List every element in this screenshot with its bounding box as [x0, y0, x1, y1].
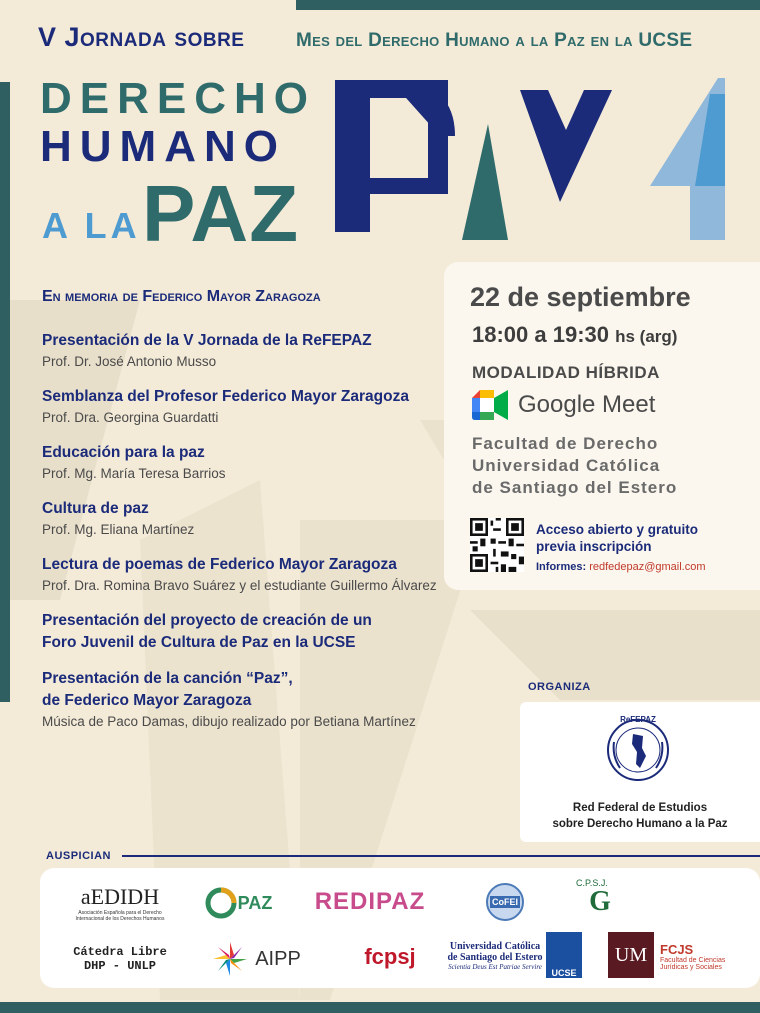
mes-heading: Mes del Derecho Humano a la Paz en la UCSE — [296, 30, 693, 51]
sponsor-aipp-name: AIPP — [255, 947, 301, 970]
organizer-name-line: sobre Derecho Humano a la Paz — [552, 818, 728, 830]
sponsor-um-name: UM — [614, 943, 648, 966]
contact-email-link[interactable]: redfedepaz@gmail.com — [589, 561, 706, 573]
sponsor-ucse-line: Universidad Católica — [449, 941, 541, 952]
title-a-la: A LA — [42, 205, 141, 246]
sponsor-fcpsj-name: fcpsj — [364, 944, 416, 969]
google-meet-label: Google Meet — [518, 391, 656, 418]
program-item — [42, 610, 462, 654]
sponsor-cofei-name: CoFEI — [492, 897, 518, 907]
organizer-name-line: Red Federal de Estudios — [572, 802, 708, 814]
organiza-label: ORGANIZA — [528, 681, 591, 693]
event-time-suffix: hs (arg) — [615, 327, 678, 346]
memoria-heading: En memoria de Federico Mayor Zaragoza — [42, 288, 321, 305]
aipp-burst-icon — [211, 940, 249, 978]
venue-block — [472, 433, 677, 499]
bottom-accent-bar — [0, 1002, 760, 1013]
sponsor-cofei-logo — [480, 880, 530, 924]
organizer-name — [520, 800, 760, 832]
paz-geometric-logo — [330, 74, 730, 246]
sponsor-catedra-line: DHP - UNLP — [83, 959, 156, 973]
program-item-speaker: Prof. Dra. Georgina Guardatti — [42, 410, 219, 425]
title-humano: HUMANO — [40, 122, 286, 171]
program-item-title: Presentación de la canción “Paz”, — [42, 670, 293, 687]
program-item — [42, 386, 462, 428]
sponsor-catedra-line: Cátedra Libre — [73, 945, 167, 959]
program-item-speaker: Prof. Dr. José Antonio Musso — [42, 354, 217, 369]
contact-line — [536, 561, 706, 573]
sponsor-cpaz-name: PAZ — [237, 892, 273, 913]
sponsor-ucse-motto: Scientia Deus Est Patriae Servire — [448, 963, 542, 971]
program-item — [42, 554, 462, 596]
sponsor-cpaz-logo — [196, 880, 280, 926]
program-item — [42, 442, 462, 484]
jornada-heading: V Jornada sobre — [38, 22, 245, 52]
program-item-title: Presentación del proyecto de creación de un — [42, 612, 372, 629]
title-derecho: DERECHO — [40, 74, 317, 123]
sponsor-fcpsj-seal-logo — [568, 876, 632, 928]
google-meet-badge — [472, 390, 655, 420]
event-date: 22 de septiembre — [470, 282, 691, 312]
program-item-speaker: Música de Paco Damas, dibujo realizado por Betiana Martínez — [42, 714, 416, 729]
access-note — [536, 521, 698, 555]
sponsor-aedidh-name: aEDIDH — [80, 884, 160, 909]
program-item — [42, 498, 462, 540]
access-line: Acceso abierto y gratuito — [536, 522, 699, 537]
sponsor-fcjs-logo — [660, 934, 756, 978]
auspician-divider — [122, 855, 760, 857]
program-item — [42, 330, 462, 372]
sponsor-catedra-logo — [70, 938, 170, 980]
program-item-speaker: Prof. Dra. Romina Bravo Suárez y el estudiante Guillermo Álvarez — [42, 578, 437, 593]
left-accent-strip — [0, 82, 10, 702]
seal-lettering: ReFEPAZ — [620, 715, 656, 724]
sponsor-ucse-line: de Santiago del Estero — [447, 952, 543, 963]
sponsor-fcpsj-letters: C.P.S.J. — [576, 878, 608, 888]
sponsor-fcjs-line: Facultad de Ciencias — [660, 956, 726, 964]
sponsor-redipaz-name: REDIPAZ — [314, 888, 426, 915]
program-item-title-cont: de Federico Mayor Zaragoza — [42, 692, 252, 709]
sponsor-ucse-badge: UCSE — [551, 968, 577, 978]
program-list — [42, 330, 462, 746]
program-item-speaker: Prof. Mg. Eliana Martínez — [42, 522, 195, 537]
fcpsj-seal-letter: G — [589, 886, 611, 917]
event-time — [472, 322, 677, 348]
program-item-title: Lectura de poemas de Federico Mayor Zaragoza — [42, 556, 397, 573]
sponsor-ucse-text-logo — [440, 934, 550, 978]
sponsors-panel — [40, 868, 760, 988]
registration-qr-code[interactable] — [470, 518, 524, 572]
program-item-title: Educación para la paz — [42, 444, 205, 461]
sponsor-fcjs-line: Jurídicas y Sociales — [660, 963, 722, 971]
venue-line: Facultad de Derecho — [472, 434, 659, 453]
top-accent-bar — [296, 0, 760, 10]
title-paz: PAZ — [142, 169, 300, 258]
venue-line: de Santiago del Estero — [472, 478, 678, 497]
contact-label: Informes: — [536, 561, 587, 573]
sponsor-fcpsj-logo — [350, 936, 430, 978]
event-time-range: 18:00 a 19:30 — [472, 322, 609, 347]
sponsor-um-logo — [608, 932, 654, 978]
program-item-title: Presentación de la V Jornada de la ReFEPAZ — [42, 332, 372, 349]
sponsor-fcjs-name: FCJS — [660, 941, 694, 957]
program-item — [42, 668, 462, 732]
venue-line: Universidad Católica — [472, 456, 661, 475]
program-item-title: Semblanza del Profesor Federico Mayor Zaragoza — [42, 388, 409, 405]
program-item-title-cont: Foro Juvenil de Cultura de Paz en la UCSE — [42, 634, 356, 651]
sponsor-ucse-badge-logo — [546, 932, 582, 978]
modalidad-label: MODALIDAD HÍBRIDA — [472, 363, 660, 382]
sponsor-aedidh-logo — [70, 878, 170, 928]
program-item-speaker: Prof. Mg. María Teresa Barrios — [42, 466, 226, 481]
sponsor-aipp-logo — [196, 936, 316, 982]
cpaz-ring-icon — [204, 886, 238, 920]
sponsor-aedidh-sub: Asociación Española para el Derecho Internacional de los Derechos Humanos — [75, 910, 165, 922]
access-line: previa inscripción — [536, 539, 652, 554]
refepaz-seal-logo — [600, 712, 676, 788]
auspician-label: AUSPICIAN — [46, 850, 112, 862]
google-meet-icon — [472, 390, 508, 420]
program-item-title: Cultura de paz — [42, 500, 149, 517]
sponsor-redipaz-logo — [310, 882, 430, 922]
